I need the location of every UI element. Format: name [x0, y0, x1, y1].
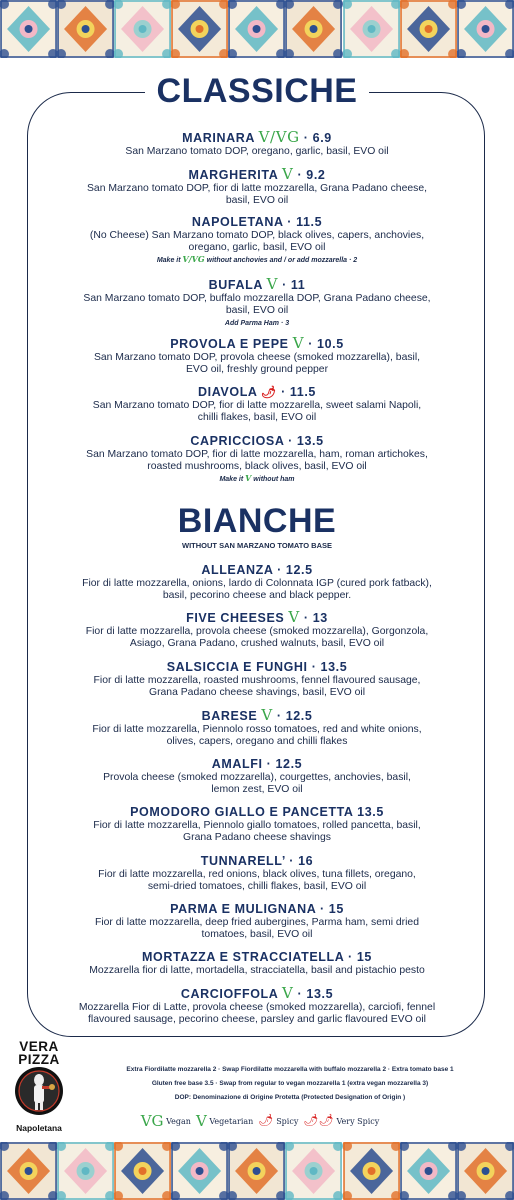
pizza-description: Fior di latte mozzarella, onions, lardo di Colonnata IGP (cured pork fatback), — [82, 578, 432, 589]
pizza-description: semi-dried tomatoes, chilli flakes, basil, EVO oil — [147, 881, 367, 892]
majolica-tile-icon — [285, 0, 342, 58]
dietary-mark: V — [266, 275, 278, 293]
menu-item — [40, 129, 474, 158]
pizza-description: Provola cheese (smoked mozzarella), courgettes, anchovies, basil, — [103, 772, 411, 783]
pizza-description: oregano, garlic, basil, EVO oil — [188, 242, 326, 253]
pizza-name-text: FIVE CHEESES — [186, 611, 285, 625]
majolica-tile-icon — [0, 0, 57, 58]
majolica-tile-icon — [171, 0, 228, 58]
pizza-description: chilli flakes, basil, EVO oil — [197, 412, 317, 423]
dietary-mark: V/VG — [258, 128, 300, 146]
legend-v-mark: V — [196, 1112, 207, 1130]
pizza-description: San Marzano tomato DOP, fior di latte mozzarella, ham, roman artichokes, — [86, 449, 428, 460]
pizza-name — [40, 562, 474, 578]
pizza-description: Fior di latte mozzarella, provola cheese (smoked mozzarella), Gorgonzola, — [85, 626, 429, 637]
menu-item — [40, 756, 474, 796]
majolica-tile-icon — [400, 1142, 457, 1200]
pizza-description: basil, EVO oil — [225, 195, 289, 206]
majolica-tile-icon — [171, 1142, 228, 1200]
menu-item — [40, 609, 474, 650]
bianche-heading: BIANCHE — [166, 502, 348, 541]
note-part: Add Parma Ham · 3 — [224, 320, 290, 327]
pizza-price: · 13 — [299, 611, 328, 625]
pulcinella-emblem-icon — [14, 1066, 64, 1116]
legend-spicy-label: Spicy — [276, 1117, 299, 1126]
logo-bottom-text: Napoletana — [16, 1123, 62, 1133]
majolica-tile-icon — [228, 1142, 285, 1200]
note-part: V — [245, 473, 252, 483]
legend-very-spicy-label: Very Spicy — [336, 1117, 380, 1126]
pizza-name-text: PARMA E MULIGNANA · 15 — [170, 902, 344, 916]
menu-item — [40, 276, 474, 329]
majolica-tile-icon — [457, 0, 514, 58]
pizza-name-text: BARESE — [201, 709, 258, 723]
vera-pizza-napoletana-logo — [8, 1040, 70, 1140]
pizza-description: Fior di latte mozzarella, deep fried aubergines, Parma ham, semi dried — [95, 917, 419, 928]
pizza-name-text: AMALFI · 12.5 — [211, 757, 303, 771]
pizza-description: San Marzano tomato DOP, provola cheese (smoked mozzarella), basil, — [93, 352, 421, 363]
pizza-price: · 12.5 — [272, 709, 313, 723]
note-part: Make it — [156, 257, 183, 264]
menu-item — [40, 707, 474, 748]
note-part: Make it — [219, 476, 246, 483]
pizza-name — [40, 756, 474, 772]
menu-item — [40, 166, 474, 207]
majolica-tile-icon — [57, 1142, 114, 1200]
majolica-tile-icon — [0, 1142, 57, 1200]
pizza-price: · 6.9 — [299, 131, 332, 145]
pizza-name-text: MARINARA — [182, 131, 255, 145]
pizza-description: olives, capers, oregano and chilli flakes — [166, 736, 348, 747]
pizza-description: Fior di latte mozzarella, Piennolo giallo tomatoes, rolled pancetta, basil, — [93, 820, 421, 831]
pizza-name — [40, 659, 474, 675]
pizza-description: Fior di latte mozzarella, Piennolo rosso tomatoes, red and white onions, — [92, 724, 422, 735]
note-part: without ham — [251, 476, 295, 483]
pizza-name — [40, 804, 474, 820]
pizza-description: Asiago, Grana Padano, crushed walnuts, basil, EVO oil — [129, 638, 385, 649]
menu-item — [40, 659, 474, 699]
pizza-name — [40, 433, 474, 449]
pizza-name-text: MORTAZZA E STRACCIATELLA · 15 — [142, 950, 372, 964]
double-chili-icon: 🌶🌶 — [303, 1113, 334, 1127]
pizza-description: San Marzano tomato DOP, fior di latte mozzarella, sweet salami Napoli, — [92, 400, 422, 411]
pizza-name — [40, 166, 474, 183]
classiche-heading: CLASSICHE — [145, 72, 370, 111]
menu-item — [40, 985, 474, 1026]
dietary-mark: V — [288, 608, 300, 626]
menu-item — [40, 853, 474, 893]
pizza-name — [40, 609, 474, 626]
pizza-name — [40, 949, 474, 965]
majolica-tile-icon — [457, 1142, 514, 1200]
pizza-name-text: SALSICCIA E FUNGHI · 13.5 — [166, 660, 348, 674]
dietary-mark: V — [261, 706, 273, 724]
pizza-name — [40, 129, 474, 146]
pizza-description: basil, EVO oil — [225, 305, 289, 316]
note-part: without anchovies and / or add mozzarella · 2 — [204, 257, 358, 264]
menu-item — [40, 804, 474, 844]
majolica-tile-icon — [285, 1142, 342, 1200]
chili-icon: 🌶 — [258, 1113, 274, 1127]
menu-item — [40, 562, 474, 602]
legend-vg-mark: VG — [140, 1112, 164, 1130]
decorative-tile-border-top — [0, 0, 514, 58]
dietary-mark: V — [281, 165, 294, 183]
majolica-tile-icon — [343, 0, 400, 58]
pizza-description: lemon zest, EVO oil — [211, 784, 303, 795]
pizza-price: · 11 — [278, 278, 306, 292]
majolica-tile-icon — [114, 0, 171, 58]
menu-item — [40, 214, 474, 266]
pizza-name — [40, 384, 474, 400]
pizza-description: San Marzano tomato DOP, buffalo mozzarella DOP, Grana Padano cheese, — [83, 293, 431, 304]
pizza-name — [40, 335, 474, 352]
menu-item — [40, 949, 474, 977]
extras-line-2: Gluten free base 3.5 · Swap from regular to vegan mozzarella 1 (extra vegan mozzarella 3) — [151, 1080, 429, 1087]
pizza-price: · 13.5 — [293, 987, 334, 1001]
pizza-name-text: POMODORO GIALLO E PANCETTA 13.5 — [130, 805, 384, 819]
majolica-tile-icon — [343, 1142, 400, 1200]
pizza-description: basil, pecorino cheese and black pepper. — [162, 590, 352, 601]
pizza-price: · 11.5 — [277, 385, 316, 399]
extras-line-3: DOP: Denominazione di Origine Protetta (Protected Designation of Origin ) — [174, 1094, 406, 1101]
pizza-name-text: BUFALA — [208, 278, 263, 292]
decorative-tile-border-bottom — [0, 1142, 514, 1200]
menu-item — [40, 384, 474, 424]
majolica-tile-icon — [114, 1142, 171, 1200]
pizza-description: flavoured sausage, pecorino cheese, parsley and garlic flavoured EVO oil — [88, 1014, 426, 1025]
pizza-description: Grana Padano cheese shavings, basil, EVO oil — [148, 687, 366, 698]
dietary-legend — [70, 1112, 450, 1130]
pizza-name-text: NAPOLETANA · 11.5 — [191, 215, 323, 229]
logo-line1: VERA — [19, 1039, 59, 1054]
legend-vegan-label: Vegan — [166, 1117, 191, 1126]
majolica-tile-icon — [400, 0, 457, 58]
pizza-description: San Marzano tomato DOP, oregano, garlic, basil, EVO oil — [125, 146, 389, 157]
menu-item — [40, 901, 474, 941]
pizza-name — [40, 853, 474, 869]
pizza-name — [40, 985, 474, 1002]
pizza-price: · 10.5 — [304, 337, 344, 351]
pizza-name-text: CARCIOFFOLA — [180, 987, 278, 1001]
pizza-description: Mozzarella fior di latte, mortadella, stracciatella, basil and pistachio pesto — [89, 965, 425, 976]
menu-item — [40, 335, 474, 376]
pizza-name-text: DIAVOLA — [198, 385, 258, 399]
pizza-name — [40, 276, 474, 293]
pizza-name — [40, 901, 474, 917]
dietary-mark: V — [282, 984, 294, 1002]
pizza-price: · 9.2 — [293, 168, 326, 182]
pizza-description: Grana Padano cheese shavings — [183, 832, 331, 843]
note-part: V/VG — [182, 254, 205, 264]
pizza-description: tomatoes, basil, EVO oil — [201, 929, 313, 940]
pizza-name-text: MARGHERITA — [188, 168, 278, 182]
pizza-name-text: CAPRICCIOSA · 13.5 — [190, 434, 324, 448]
bianche-subtitle: WITHOUT SAN MARZANO TOMATO BASE — [182, 541, 332, 550]
pizza-note — [40, 317, 474, 329]
pizza-name — [40, 214, 474, 230]
pizza-note — [40, 254, 474, 266]
pizza-description: EVO oil, freshly ground pepper — [185, 364, 329, 375]
majolica-tile-icon — [57, 0, 114, 58]
majolica-tile-icon — [228, 0, 285, 58]
extras-line-1: Extra Fiordilatte mozzarella 2 · Swap Fiordilatte mozzarella with buffalo mozzarella 2 · Extra tomato base 1 — [126, 1066, 454, 1073]
dietary-mark: V — [292, 334, 305, 352]
pizza-description: Fior di latte mozzarella, red onions, black olives, tuna fillets, oregano, — [98, 869, 416, 880]
pizza-description: Mozzarella Fior di Latte, provola cheese (smoked mozzarella), carciofi, fennel — [78, 1002, 436, 1013]
menu-item — [40, 433, 474, 485]
pizza-name-text: PROVOLA E PEPE — [170, 337, 289, 351]
legend-vegetarian-label: Vegetarian — [209, 1117, 254, 1126]
pizza-name — [40, 707, 474, 724]
pizza-name-text: TUNNARELL’ · 16 — [200, 854, 314, 868]
pizza-note — [40, 473, 474, 485]
logo-line2: PIZZA — [18, 1052, 60, 1067]
pizza-name-text: ALLEANZA · 12.5 — [201, 563, 313, 577]
pizza-description: Fior di latte mozzarella, roasted mushrooms, fennel flavoured sausage, — [93, 675, 421, 686]
pizza-description: (No Cheese) San Marzano tomato DOP, black olives, capers, anchovies, — [89, 230, 425, 241]
pizza-description: roasted mushrooms, black olives, basil, EVO oil — [147, 461, 367, 472]
pizza-description: San Marzano tomato DOP, fior di latte mozzarella, Grana Padano cheese, — [87, 183, 427, 194]
chili-icon: 🌶 — [261, 385, 278, 399]
